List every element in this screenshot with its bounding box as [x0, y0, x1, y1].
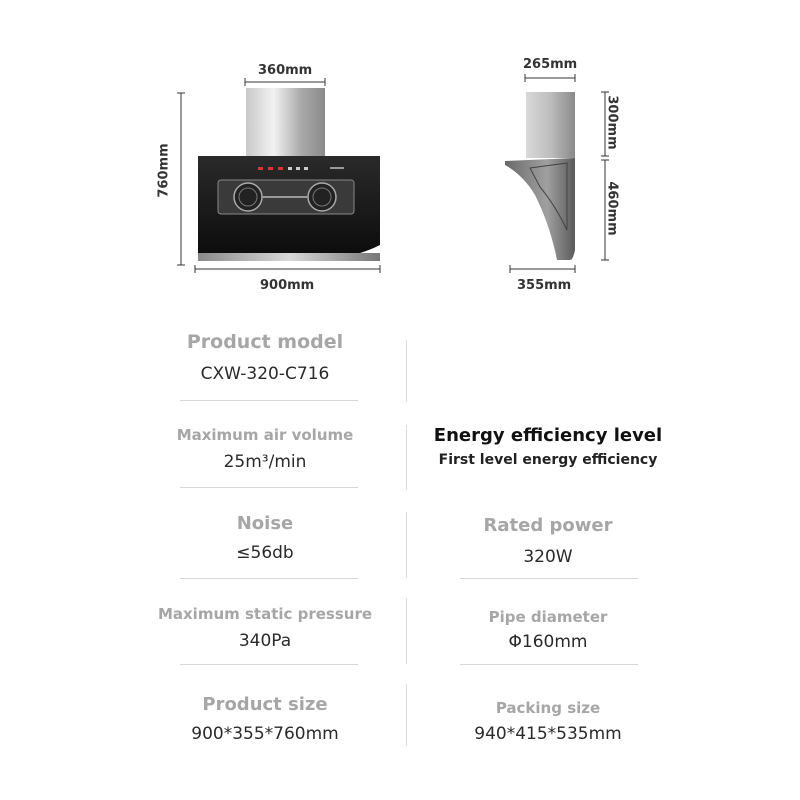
spec-label-product-model: Product model [186, 331, 344, 353]
spec-value-product-size: 900*355*760mm [191, 724, 339, 744]
spec-label-energy-efficiency: Energy efficiency level [433, 425, 663, 446]
spec-value-pipe-diameter: Φ160mm [508, 632, 588, 652]
column-divider [406, 425, 407, 490]
spec-label-product-size: Product size [202, 694, 328, 715]
row-divider [180, 400, 358, 401]
column-divider [406, 598, 407, 664]
row-divider [180, 578, 358, 579]
row-divider [180, 487, 358, 488]
side-view-diagram [495, 55, 625, 300]
spec-label-pipe-diameter: Pipe diameter [488, 608, 608, 626]
spec-value-noise: ≤56db [236, 543, 294, 563]
spec-value-max-air-volume: 25m³/min [223, 452, 307, 472]
row-divider [460, 578, 638, 579]
spec-value-product-model: CXW-320-C716 [200, 364, 330, 384]
front-view-diagram [156, 55, 385, 300]
side-top-width-label: 265mm [523, 57, 578, 72]
row-divider [180, 664, 358, 665]
spec-label-max-static-pressure: Maximum static pressure [157, 605, 373, 623]
column-divider [406, 684, 407, 746]
range-hood-front-image [160, 55, 385, 300]
spec-label-max-air-volume: Maximum air volume [176, 426, 354, 444]
spec-value-energy-efficiency: First level energy efficiency [438, 452, 658, 468]
front-top-width-label: 360mm [258, 63, 313, 78]
front-height-label: 760mm [156, 143, 172, 198]
side-upper-height-label: 300mm [604, 95, 620, 150]
spec-value-max-static-pressure: 340Pa [238, 631, 292, 651]
spec-value-packing-size: 940*415*535mm [474, 724, 622, 744]
side-lower-height-label: 460mm [604, 181, 620, 236]
range-hood-side-image [495, 55, 625, 300]
column-divider [406, 340, 407, 402]
spec-value-rated-power: 320W [523, 547, 573, 567]
front-width-label: 900mm [260, 278, 315, 293]
spec-label-rated-power: Rated power [483, 515, 613, 536]
spec-label-noise: Noise [236, 513, 294, 534]
row-divider [460, 664, 638, 665]
spec-label-packing-size: Packing size [495, 699, 601, 717]
column-divider [406, 512, 407, 578]
side-depth-label: 355mm [517, 278, 572, 293]
